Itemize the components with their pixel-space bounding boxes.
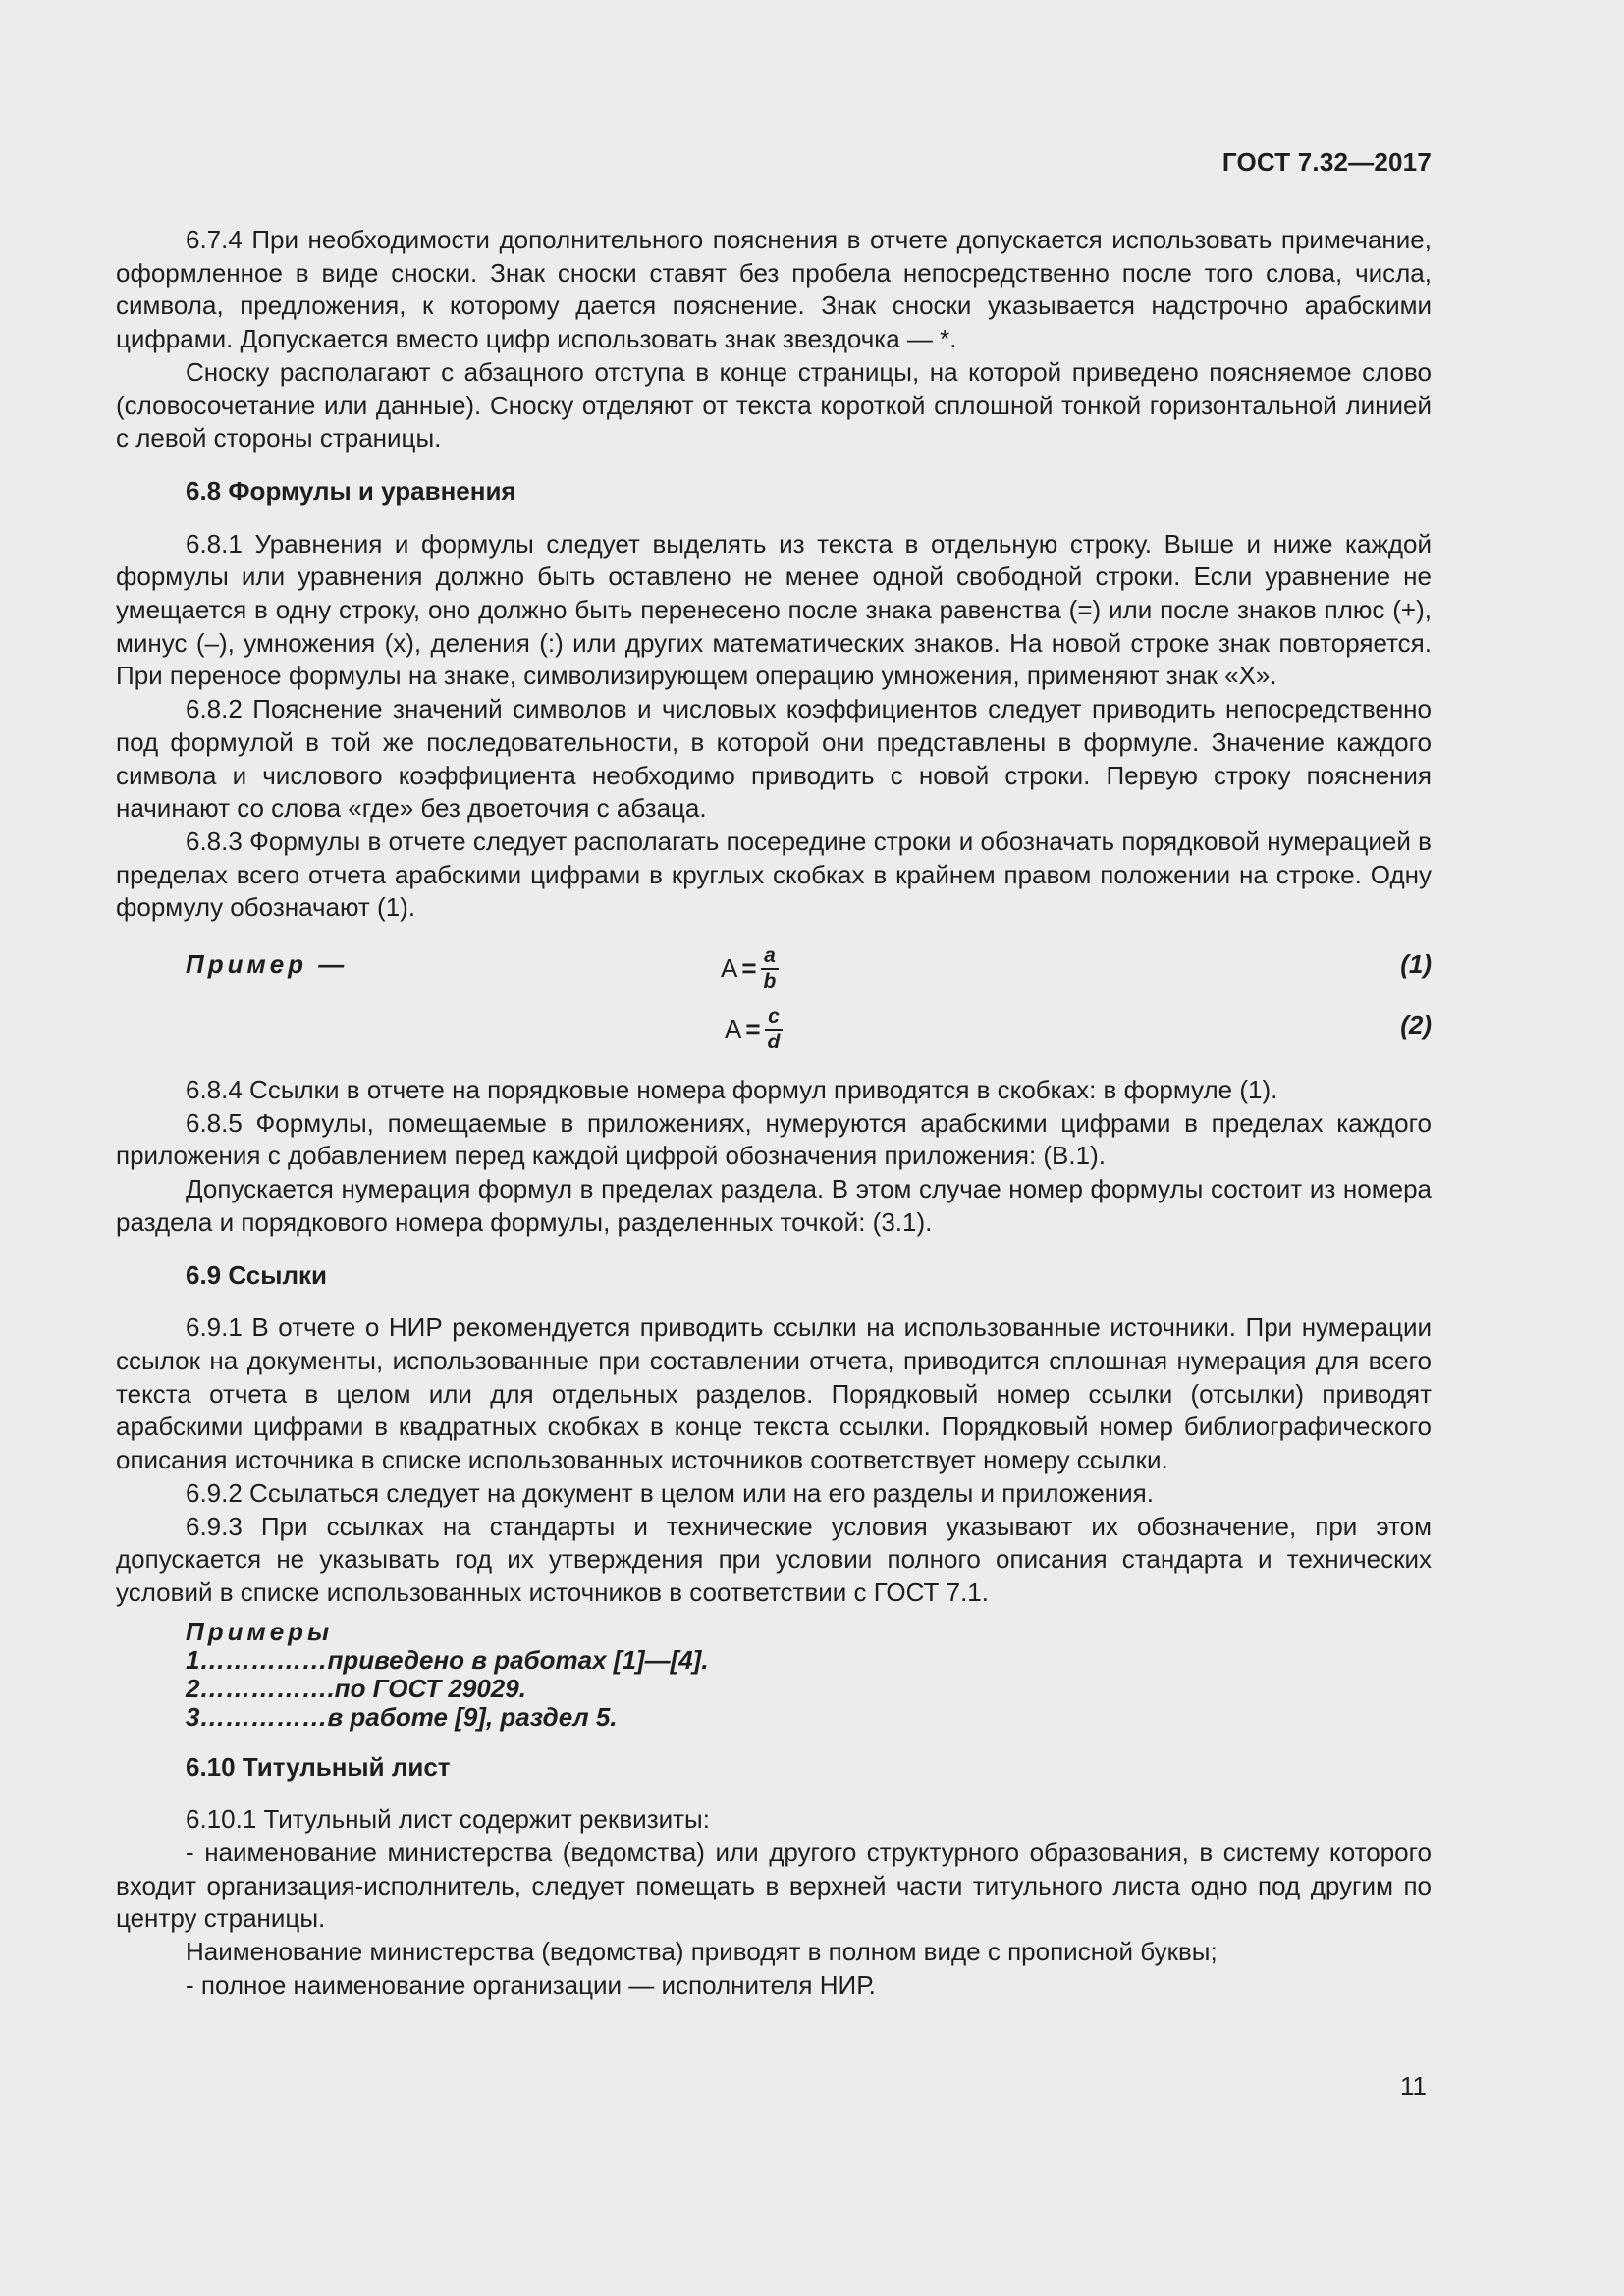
formula-2-denominator: d: [767, 1031, 781, 1054]
example-item: 2…………….по ГОСТ 29029.: [186, 1673, 526, 1703]
paragraph-section-numbering: Допускается нумерация формул в пределах раздела. В этом случае номер формулы состоит из номера раздела и порядкового номера формулы, разделенных точкой: (3.1).: [116, 1174, 1432, 1237]
formula-1-denominator: b: [763, 970, 777, 993]
paragraph-footnote-placement: Сноску располагают с абзацного отступа в конце страницы, на которой приведено поясняемое слово (словосочетание или данные). Сноску отделяют от текста короткой сплошной тонкой горизонтальной линией с левой стороны страницы.: [116, 356, 1432, 454]
example-label: Пример —: [186, 949, 349, 980]
list-item-organization: - полное наименование организации — исполнителя НИР.: [186, 1969, 876, 2000]
formula-2-number: (2): [1400, 1010, 1432, 1041]
formula-1-number: (1): [1400, 949, 1432, 980]
formula-1-fraction: [761, 944, 780, 993]
list-item-ministry: - наименование министерства (ведомства) или другого структурного образования, в систему которого входит организация-исполнитель, следует помещать в верхней части титульного листа одно под другим по центру страницы.: [116, 1838, 1432, 1934]
standard-designation: ГОСТ 7.32—2017: [1221, 147, 1432, 177]
formula-1-lhs: А: [721, 953, 738, 984]
formula-2-equals: =: [745, 1014, 761, 1044]
examples-label: Примеры: [186, 1616, 334, 1646]
paragraph-6-8-5: 6.8.5 Формулы, помещаемые в приложениях, нумеруются арабскими цифрами в пределах каждого приложения с добавлением перед каждой цифрой обозначения приложения: (В.1).: [116, 1107, 1432, 1171]
paragraph-6-8-2: 6.8.2 Пояснение значений символов и числовых коэффициентов следует приводить непосредственно под формулой в той же последовательности, в которой они представлены в формуле. Значение каждого символа и числового коэффициента необходимо приводить с новой строки. Первую строку пояснения начинают со слова «где» без двоеточия с абзаца.: [116, 694, 1432, 824]
paragraph-6-9-2: 6.9.2 Ссылаться следует на документ в целом или на его разделы и приложения.: [186, 1477, 1154, 1508]
example-item: 3……………в работе [9], раздел 5.: [186, 1701, 618, 1732]
paragraph-6-7-4: 6.7.4 При необходимости дополнительного пояснения в отчете допускается использовать примечание, оформленное в виде сноски. Знак сноски ставят без пробела непосредственно после того слова, числа, символа, предложения, к которому дается пояснение. Знак сноски указывается надстрочно арабскими цифрами. Допускается вместо цифр использовать знак звездочка — *.: [116, 225, 1432, 354]
formula-2-numerator: c: [765, 1005, 783, 1031]
paragraph-6-10-1: 6.10.1 Титульный лист содержит реквизиты:: [186, 1804, 710, 1835]
formula-1-numerator: a: [761, 944, 779, 970]
section-heading-6-9: 6.9 Ссылки: [186, 1259, 327, 1290]
paragraph-ministry-name: Наименование министерства (ведомства) приводят в полном виде с прописной буквы;: [186, 1937, 1218, 1967]
paragraph-6-8-3: 6.8.3 Формулы в отчете следует располагать посередине строки и обозначать порядковой нумерацией в пределах всего отчета арабскими цифрами в круглых скобках в крайнем правом положении на строке. Одну формулу обозначают (1).: [116, 826, 1432, 923]
page-content: [116, 224, 1432, 2002]
formula-1-equals: =: [741, 953, 757, 984]
formula-row-1: [116, 938, 1432, 999]
formula-1: [721, 938, 779, 999]
formula-2-fraction: [765, 1005, 784, 1054]
paragraph-6-9-3: 6.9.3 При ссылках на стандарты и технические условия указывают их обозначение, при этом допускается не указывать год их утверждения при условии полного описания стандарта и технических условий в списке использованных источников в соответствии с ГОСТ 7.1.: [116, 1511, 1432, 1607]
section-heading-6-8: 6.8 Формулы и уравнения: [186, 475, 516, 506]
page-number: 11: [1400, 2071, 1427, 2101]
examples-block: [116, 1618, 1432, 1732]
paragraph-6-8-1: 6.8.1 Уравнения и формулы следует выделять из текста в отдельную строку. Выше и ниже каждой формулы или уравнения должно быть оставлено не менее одной свободной строки. Если уравнение не умещается в одну строку, оно должно быть перенесено после знака равенства (=) или после знаков плюс (+), минус (–), умножения (х), деления (:) или других математических знаков. На новой строке знак повторяется. При переносе формулы на знаке, символизирующем операцию умножения, применяют знак «Х».: [116, 528, 1432, 691]
example-item: 1……………приведено в работах [1]—[4].: [186, 1644, 709, 1675]
paragraph-6-8-4: 6.8.4 Ссылки в отчете на порядковые номера формул приводятся в скобках: в формуле (1).: [186, 1075, 1278, 1105]
paragraph-6-9-1: 6.9.1 В отчете о НИР рекомендуется приводить ссылки на использованные источники. При нумерации ссылок на документы, использованные при составлении отчета, приводится сплошная нумерация для всего текста отчета в целом или для отдельных разделов. Порядковый номер ссылки (отсылки) приводят арабскими цифрами в квадратных скобках в конце текста ссылки. Порядковый номер библиографического описания источника в списке использованных источников соответствует номеру ссылки.: [116, 1312, 1432, 1475]
section-heading-6-10: 6.10 Титульный лист: [186, 1751, 451, 1782]
formula-row-2: [116, 999, 1432, 1060]
formula-2: [725, 999, 783, 1060]
formula-2-lhs: А: [725, 1014, 742, 1044]
